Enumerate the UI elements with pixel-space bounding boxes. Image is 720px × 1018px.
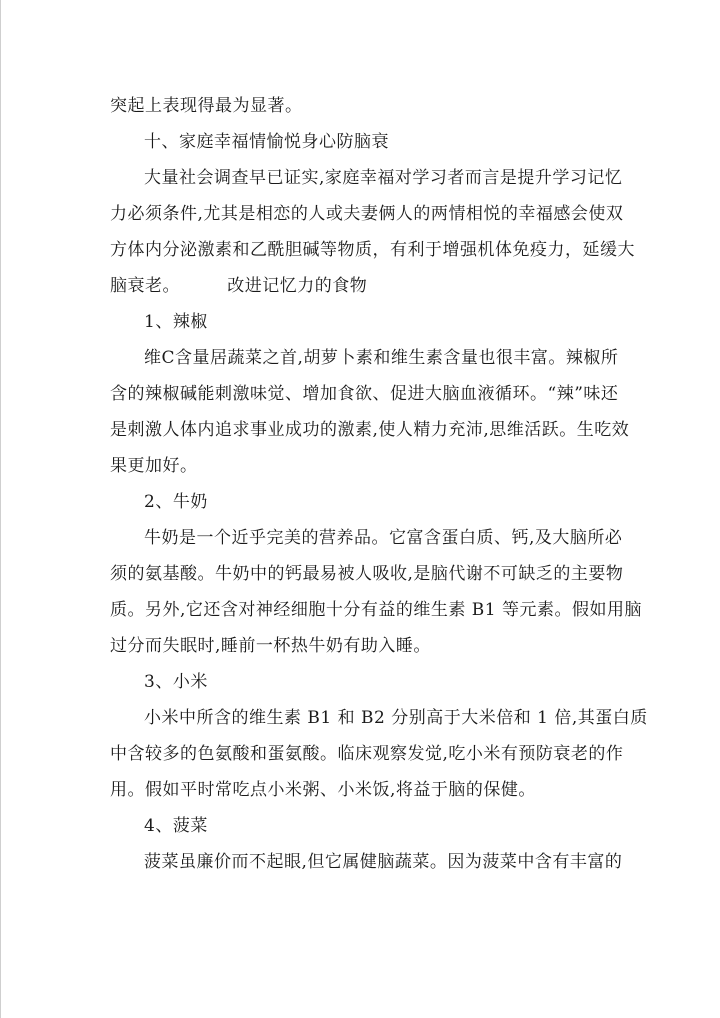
paragraph-line: 含的辣椒碱能刺激味觉、增加食欲、促进大脑血液循环。“辣”味还 <box>110 384 619 404</box>
paragraph-line: 果更加好。 <box>110 456 198 476</box>
paragraph-line: 是刺激人体内追求事业成功的激素,使人精力充沛,思维活跃。生吃效 <box>110 420 630 440</box>
document-body <box>110 88 648 880</box>
page-left-border <box>0 0 1 1018</box>
paragraph-line: 力必须条件,尤其是相恋的人或夫妻俩人的两情相悦的幸福感会使双 <box>110 204 624 224</box>
paragraph-line: 大量社会调查早已证实,家庭幸福对学习者而言是提升学习记忆 <box>144 168 623 188</box>
paragraph-line: 脑衰老。 改进记忆力的食物 <box>110 276 368 296</box>
food-heading-millet: 3、小米 <box>144 672 208 692</box>
paragraph-line: 突起上表现得最为显著。 <box>110 96 303 116</box>
paragraph-line: 质。另外,它还含对神经细胞十分有益的维生素 B1 等元素。假如用脑 <box>110 600 643 620</box>
paragraph-line: 牛奶是一个近乎完美的营养品。它富含蛋白质、钙,及大脑所必 <box>144 528 623 548</box>
paragraph-line: 维C含量居蔬菜之首,胡萝卜素和维生素含量也很丰富。辣椒所 <box>144 348 619 368</box>
paragraph-line: 用。假如平时常吃点小米粥、小米饭,将益于脑的保健。 <box>110 780 536 800</box>
paragraph-line: 小米中所含的维生素 B1 和 B2 分别高于大米倍和 1 倍,其蛋白质 <box>144 708 648 728</box>
paragraph-line: 菠菜虽廉价而不起眼,但它属健脑蔬菜。因为菠菜中含有丰富的 <box>144 852 623 872</box>
food-heading-chili: 1、辣椒 <box>144 312 208 332</box>
paragraph-line: 方体内分泌激素和乙酰胆碱等物质，有利于增强机体免疫力，延缓大 <box>110 240 635 260</box>
paragraph-line: 中含较多的色氨酸和蛋氨酸。临床观察发觉,吃小米有预防衰老的作 <box>110 744 624 764</box>
food-heading-milk: 2、牛奶 <box>144 492 208 512</box>
paragraph-line: 过分而失眠时,睡前一杯热牛奶有助入睡。 <box>110 636 431 656</box>
section-heading-family-happiness: 十、家庭幸福情愉悦身心防脑衰 <box>144 132 389 152</box>
paragraph-line: 须的氨基酸。牛奶中的钙最易被人吸收,是脑代谢不可缺乏的主要物 <box>110 564 624 584</box>
food-heading-spinach: 4、菠菜 <box>144 816 208 836</box>
